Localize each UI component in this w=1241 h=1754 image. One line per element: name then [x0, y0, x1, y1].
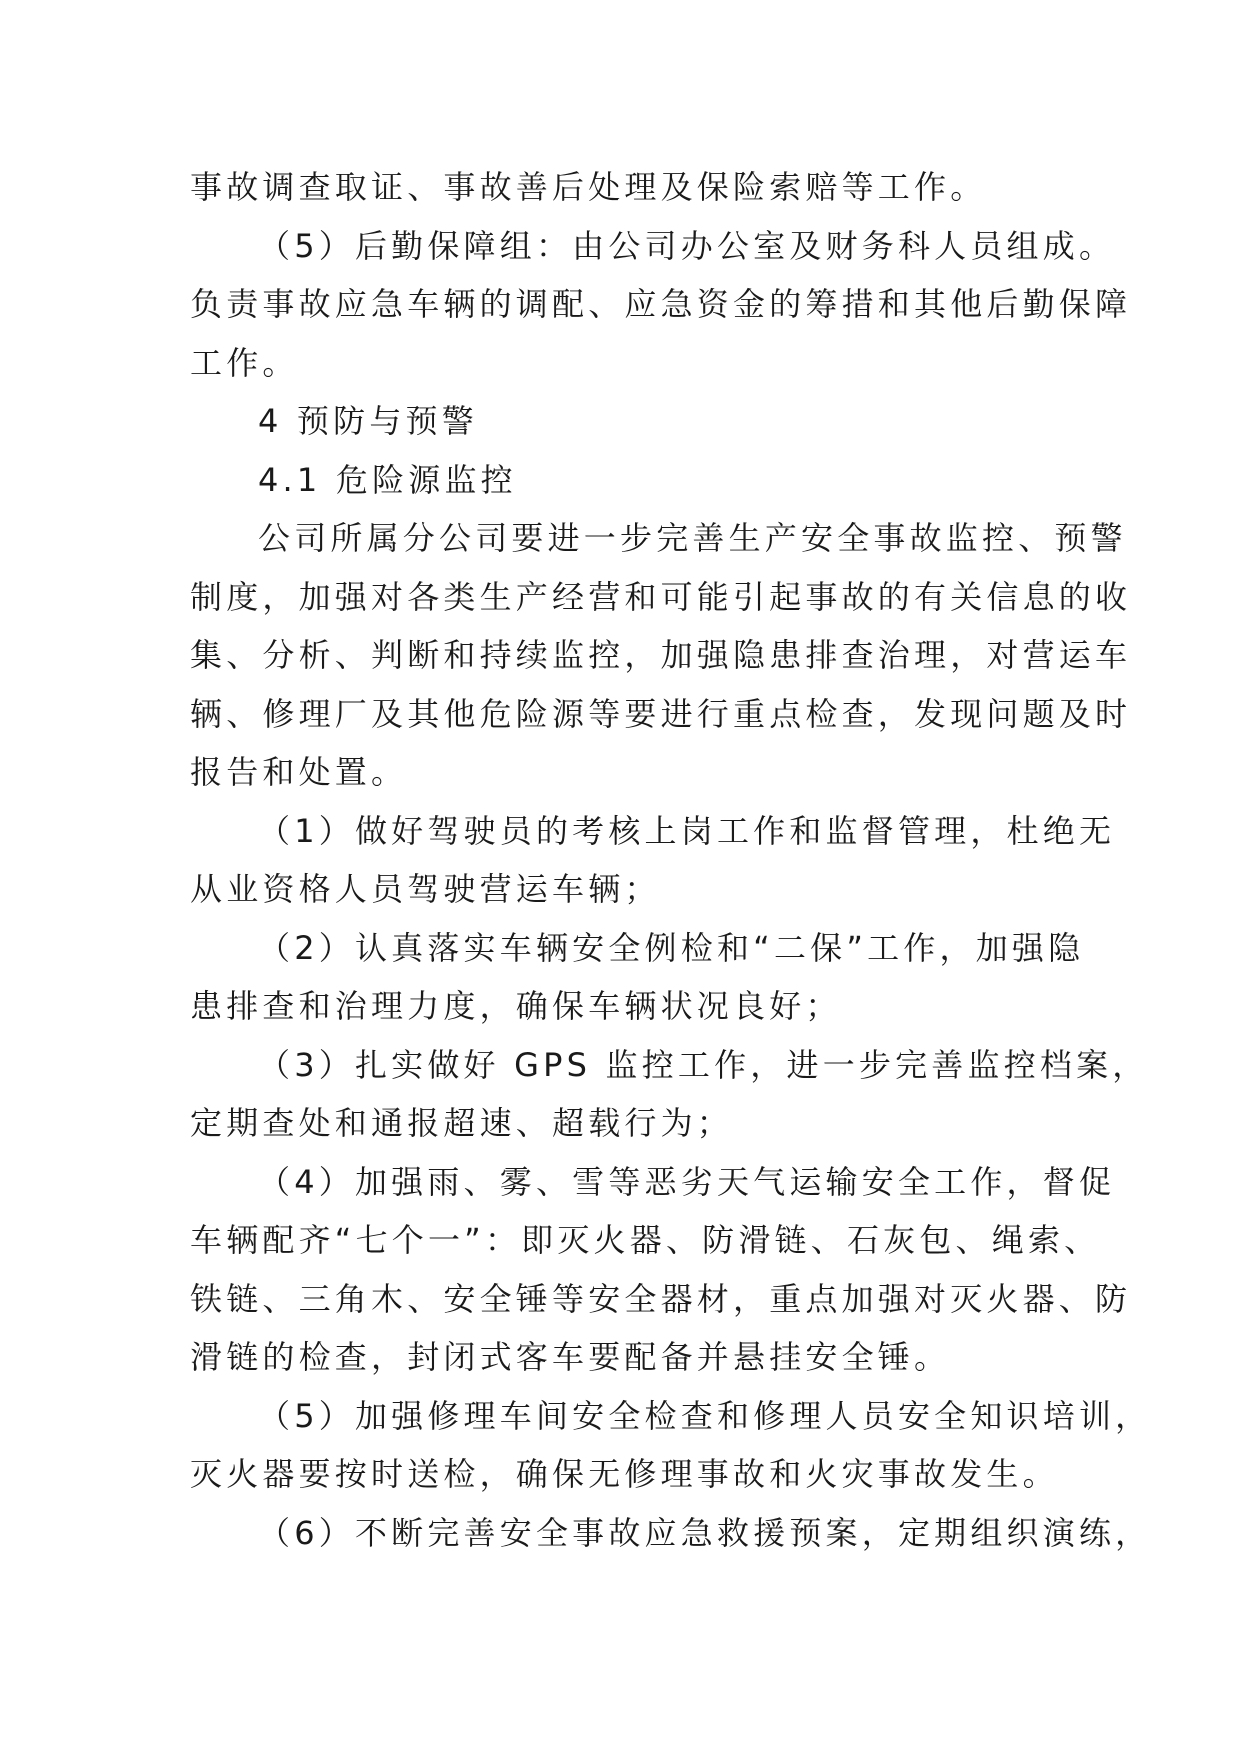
text-line: 公司所属分公司要进一步完善生产安全事故监控、预警	[258, 519, 1127, 557]
text-line: 集、分析、判断和持续监控，加强隐患排查治理，对营运车	[190, 636, 1132, 674]
text-line: 车辆配齐“七个一”：即灭火器、防滑链、石灰包、绳索、	[190, 1221, 1101, 1259]
text-line: 铁链、三角木、安全锤等安全器材，重点加强对灭火器、防	[190, 1279, 1132, 1318]
text-line: 定期查处和通报超速、超载行为；	[190, 1104, 734, 1142]
text-line: 滑链的检查，封闭式客车要配备并悬挂安全锤。	[190, 1338, 951, 1376]
text-line: （3）扎实做好 GPS 监控工作，进一步完善监控档案，	[258, 1045, 1149, 1084]
text-line: （4）加强雨、雾、雪等恶劣天气运输安全工作，督促	[258, 1162, 1116, 1201]
text-line: 工作。	[190, 343, 299, 382]
section-heading: 4 预防与预警	[258, 402, 478, 440]
text-line: 从业资格人员驾驶营运车辆；	[190, 870, 661, 908]
document-body	[190, 158, 1152, 1562]
text-line: （5）后勤保障组：由公司办公室及财务科人员组成。	[258, 226, 1116, 265]
text-line: 报告和处置。	[190, 753, 408, 791]
subsection-heading: 4.1 危险源监控	[258, 460, 517, 499]
text-line: 患排查和治理力度，确保车辆状况良好；	[190, 987, 842, 1025]
text-line: 灭火器要按时送检，确保无修理事故和火灾事故发生。	[190, 1455, 1059, 1493]
text-line: 制度，加强对各类生产经营和可能引起事故的有关信息的收	[190, 577, 1132, 616]
text-line: （6）不断完善安全事故应急救援预案，定期组织演练，	[258, 1513, 1152, 1552]
text-line: 辆、修理厂及其他危险源等要进行重点检查，发现问题及时	[190, 694, 1132, 733]
text-line: （5）加强修理车间安全检查和修理人员安全知识培训，	[258, 1396, 1152, 1435]
text-line: （1）做好驾驶员的考核上岗工作和监督管理，杜绝无	[258, 811, 1116, 850]
text-line: 事故调查取证、事故善后处理及保险索赔等工作。	[190, 168, 987, 206]
text-line: 负责事故应急车辆的调配、应急资金的筹措和其他后勤保障	[190, 285, 1132, 323]
text-line: （2）认真落实车辆安全例检和“二保”工作，加强隐	[258, 928, 1085, 967]
